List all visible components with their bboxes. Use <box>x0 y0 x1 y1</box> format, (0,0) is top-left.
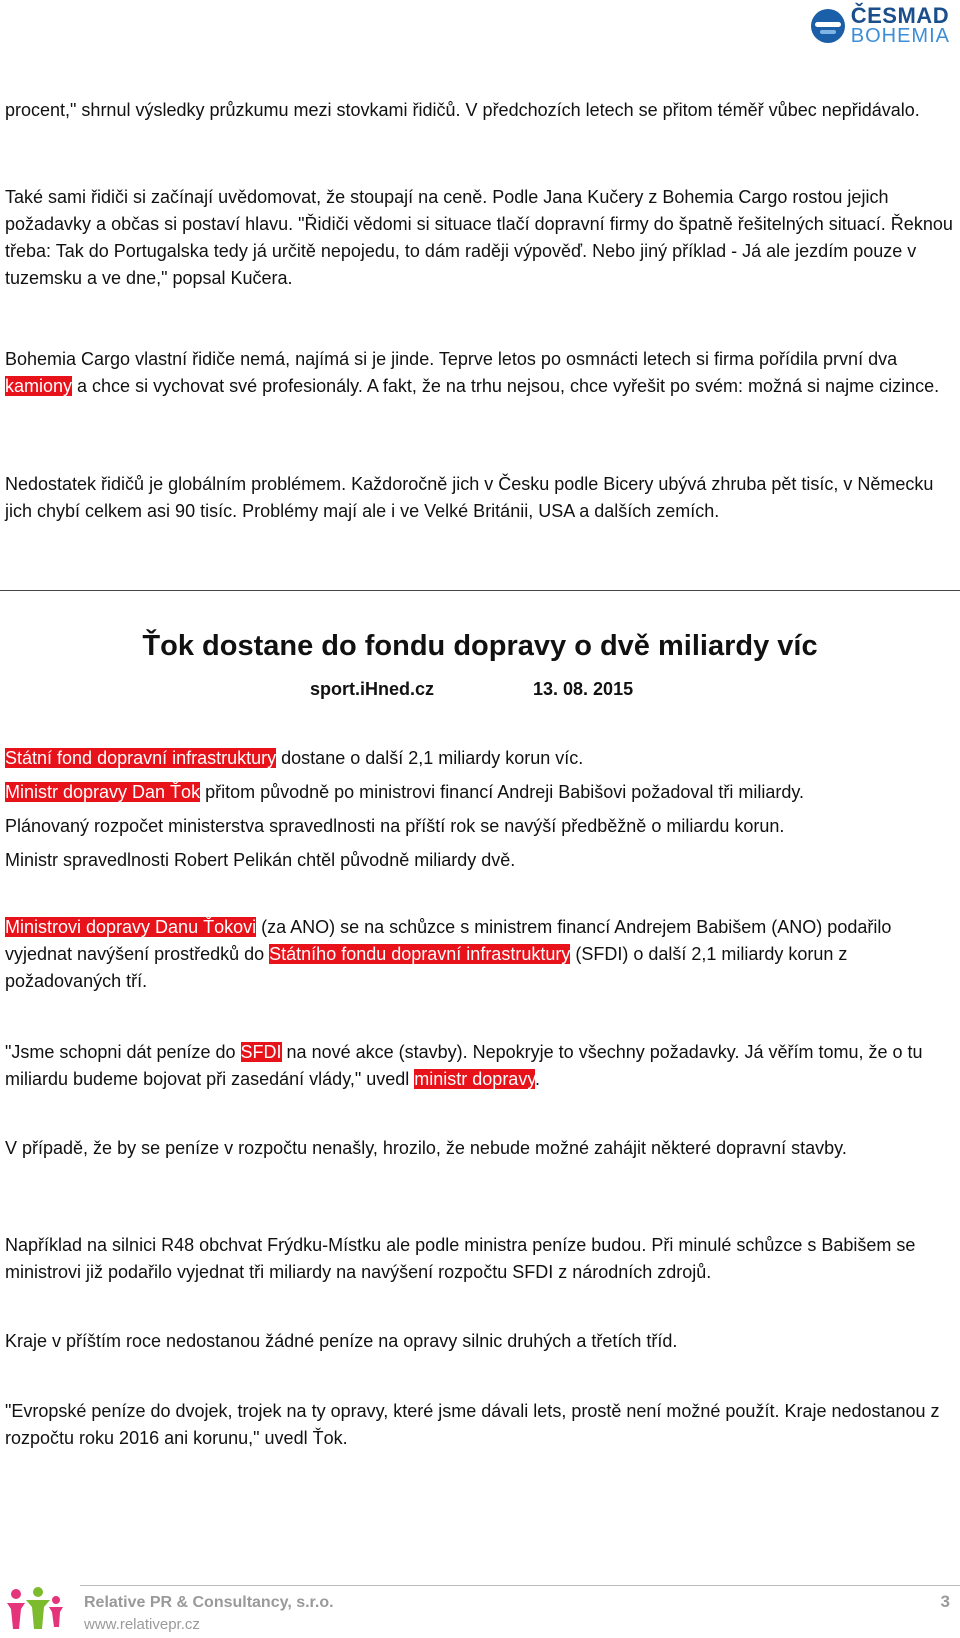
intro-paragraph-1 <box>5 97 955 124</box>
text-run: Nedostatek řidičů je globálním problémem. Každoročně jich v Česku podle Bicery ubývá zhruba pět tisíc, v Německu jich chybí celkem asi 90 tisíc. Problémy mají ale i ve Velké Británii, USA a dalších zemích. <box>5 474 934 521</box>
highlighted-keyword: kamiony <box>5 376 73 396</box>
intro-paragraph-4 <box>5 471 955 525</box>
section-divider <box>0 590 960 591</box>
article-paragraph-2 <box>5 779 955 806</box>
text-run: Například na silnici R48 obchvat Frýdku-Místku ale podle ministra peníze budou. Při minulé schůzce s Babišem se ministrovi již podařilo vyjednat tři miliardy na navýšení rozpočtu SFDI z národních zdrojů. <box>5 1235 916 1282</box>
highlighted-keyword: ministr dopravy <box>414 1069 535 1089</box>
text-run: na nové akce (stavby). Nepokryje to všechny požadavky. Já věřím tomu, že o tu miliardu budeme bojovat při zasedání vlády," uvedl <box>5 1042 923 1089</box>
footer-company-name: Relative PR & Consultancy, s.r.o. <box>84 1594 334 1611</box>
text-run: a chce si vychovat své profesionály. A fakt, že na trhu nejsou, chce vyřešit po svém: možná si najme cizince. <box>72 376 940 396</box>
text-run: "Evropské peníze do dvojek, trojek na ty opravy, které jsme dávali lets, prostě není možné použít. Kraje nedostanou z rozpočtu roku 2016 ani korunu," uvedl Ťok. <box>5 1401 940 1448</box>
article-date: 13. 08. 2015 <box>533 679 634 699</box>
intro-paragraph-2 <box>5 184 955 292</box>
cesmad-logo <box>811 3 950 47</box>
article-paragraph-4 <box>5 847 955 874</box>
text-run: "Jsme schopni dát peníze do <box>5 1042 241 1062</box>
footer-website-link[interactable]: www.relativepr.cz <box>84 1616 200 1633</box>
text-run: Také sami řidiči si začínají uvědomovat, že stoupají na ceně. Podle Jana Kučery z Bohemia Cargo rostou jejich požadavky a občas si postaví hlavu. "Řidiči vědomi si situace tlačí dopravní firmy do špatně řešitelných situací. Řeknou třeba: Tak do Portugalska tedy já určitě nepojedu, to dám raději výpověď. Nebo jiný příklad - Já ale jezdím pouze v tuzemsku a ve dne," popsal Kučera. <box>5 187 953 288</box>
relative-pr-logo-icon <box>4 1587 64 1631</box>
article-paragraph-9 <box>5 1328 955 1355</box>
article-paragraph-7 <box>5 1135 955 1162</box>
text-run: Kraje v příštím roce nedostanou žádné peníze na opravy silnic druhých a třetích tříd. <box>5 1331 678 1351</box>
text-run: . <box>534 1069 540 1089</box>
article-source: sport.iHned.cz <box>310 679 435 699</box>
article-paragraph-1 <box>5 745 955 772</box>
text-run: přitom původně po ministrovi financí Andreji Babišovi požadoval tři miliardy. <box>200 782 805 802</box>
article-paragraph-3 <box>5 813 955 840</box>
text-run: V případě, že by se peníze v rozpočtu nenašly, hrozilo, že nebude možné zahájit některé dopravní stavby. <box>5 1138 847 1158</box>
footer-divider <box>80 1585 960 1586</box>
article-paragraph-6 <box>5 1039 955 1093</box>
text-run: Ministr spravedlnosti Robert Pelikán chtěl původně miliardy dvě. <box>5 850 516 870</box>
article-paragraph-10 <box>5 1398 955 1452</box>
article-paragraph-5 <box>5 914 955 995</box>
highlighted-keyword: Ministrovi dopravy Danu Ťokovi <box>5 917 257 937</box>
logo-line1: ČESMAD <box>850 3 950 28</box>
text-run: Bohemia Cargo vlastní řidiče nemá, najímá si je jinde. Teprve letos po osmnácti letech si firma pořídila první dva <box>5 349 898 369</box>
text-run: dostane o další 2,1 miliardy korun víc. <box>276 748 584 768</box>
text-run: procent," shrnul výsledky průzkumu mezi stovkami řidičů. V předchozích letech se přitom téměř vůbec nepřidávalo. <box>5 100 920 120</box>
highlighted-keyword: Státní fond dopravní infrastruktury <box>5 748 277 768</box>
article-paragraph-8 <box>5 1232 955 1286</box>
highlighted-keyword: Státního fondu dopravní infrastruktury <box>269 944 571 964</box>
text-run: (SFDI) o další 2,1 miliardy korun z požadovaných tří. <box>5 944 848 991</box>
article-headline: Ťok dostane do fondu dopravy o dvě miliardy víc <box>142 630 818 662</box>
logo-line2: BOHEMIA <box>850 24 950 47</box>
highlighted-keyword: SFDI <box>240 1042 282 1062</box>
intro-paragraph-3 <box>5 346 955 400</box>
highlighted-keyword: Ministr dopravy Dan Ťok <box>5 782 201 802</box>
text-run: (za ANO) se na schůzce s ministrem financí Andrejem Babišem (ANO) podařilo vyjednat navýšení prostředků do <box>5 917 892 964</box>
text-run: Plánovaný rozpočet ministerstva spravedlnosti na příští rok se navýší předběžně o miliardu korun. <box>5 816 785 836</box>
page-number: 3 <box>940 1592 950 1611</box>
cesmad-logo-icon <box>811 9 845 43</box>
